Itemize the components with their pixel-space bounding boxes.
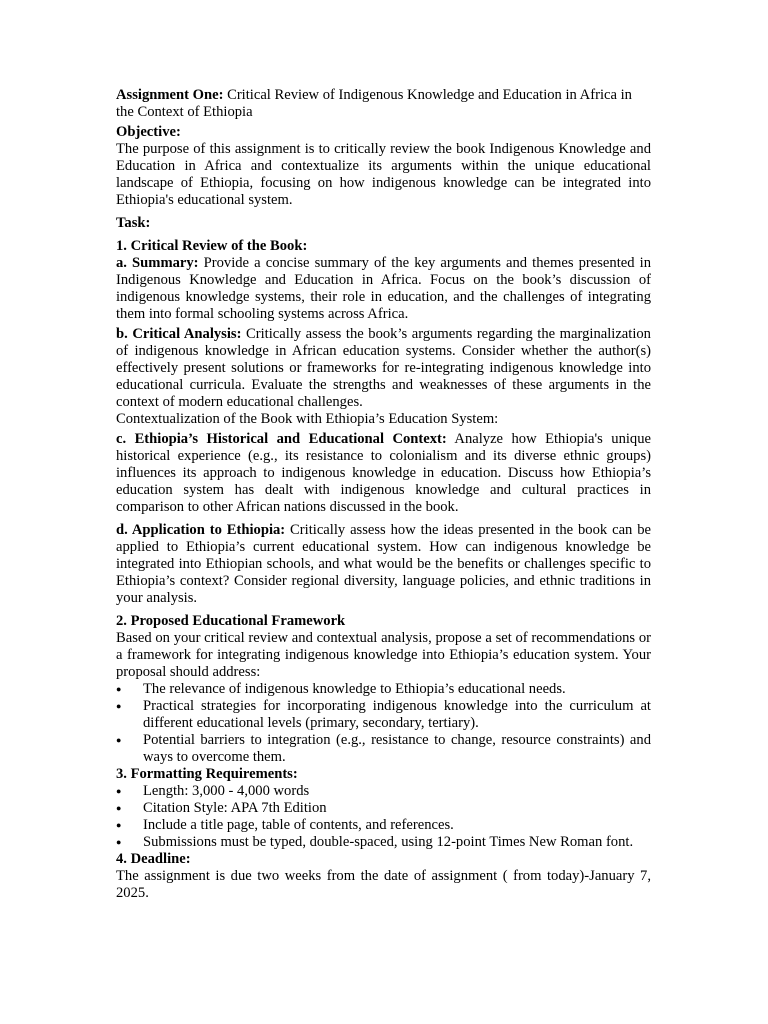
critical-analysis-paragraph <box>116 326 651 411</box>
document-page <box>116 87 651 902</box>
ethiopia-context-paragraph <box>116 431 651 516</box>
contextualization-line: Contextualization of the Book with Ethiopia’s Education System: <box>116 411 499 427</box>
task-label: Task: <box>116 215 151 231</box>
summary-text: Provide a concise summary of the key arguments and themes presented in Indigenous Knowledge and Education in Africa. Focus on the book’s discussion of indigenous knowledge systems, their role in education, and the challenges of integrating them into formal schooling systems across Africa. <box>116 255 651 322</box>
application-text: Critically assess how the ideas presented in the book can be applied to Ethiopia’s current educational system. How can indigenous knowledge be integrated into Ethiopian schools, and what would be the benefits or challenges specific to Ethiopia’s context? Consider regional diversity, language policies, and ethnic traditions in your analysis. <box>116 522 652 606</box>
list-item: ● Submissions must be typed, double-spaced, using 12-point Times New Roman font. <box>116 834 651 851</box>
ethiopia-context-label: c. Ethiopia’s Historical and Educational Context: <box>116 431 447 447</box>
critical-analysis-text: Critically assess the book’s arguments regarding the marginalization of indigenous knowledge in African education systems. Consider whether the author(s) effectively present solutions or frameworks for re-integrating indigenous knowledge into educational curricula. Evaluate the strengths and weaknesses of these arguments in the context of modern educational challenges. <box>116 326 651 410</box>
summary-paragraph <box>116 255 651 323</box>
assignment-heading <box>116 87 651 121</box>
section2-title: 2. Proposed Educational Framework <box>116 613 346 629</box>
list-item: ● Citation Style: APA 7th Edition <box>116 800 651 817</box>
list-item: ● The relevance of indigenous knowledge to Ethiopia’s educational needs. <box>116 681 651 698</box>
ethiopia-context-text: Analyze how Ethiopia's unique historical experience (e.g., its resistance to colonialism and its diverse ethnic groups) influences its approach to indigenous knowledge in education. Discuss how Ethiopia’s education system has dealt with indigenous knowledge and cultural practices in comparison to other African nations discussed in the book. <box>116 431 651 515</box>
list-item: ● Potential barriers to integration (e.g., resistance to change, resource constraints) and ways to overcome them. <box>116 732 651 766</box>
formatting-bullet-list <box>116 783 651 851</box>
framework-bullet-list <box>116 681 651 766</box>
objective-label: Objective: <box>116 124 181 140</box>
summary-label: a. Summary: <box>116 255 199 271</box>
list-item: ● Include a title page, table of contents, and references. <box>116 817 651 834</box>
objective-text: The purpose of this assignment is to critically review the book Indigenous Knowledge and Education in Africa and contextualize its arguments within the unique educational landscape of Ethiopia, focusing on how indigenous knowledge can be integrated into Ethiopia's educational system. <box>116 141 651 208</box>
framework-intro: Based on your critical review and contextual analysis, propose a set of recommendations or a framework for integrating indigenous knowledge into Ethiopia’s education system. Your proposal should address: <box>116 630 651 680</box>
section1-title: 1. Critical Review of the Book: <box>116 238 308 254</box>
critical-analysis-label: b. Critical Analysis: <box>116 326 242 342</box>
list-item: ● Practical strategies for incorporating indigenous knowledge into the curriculum at different educational levels (primary, secondary, tertiary). <box>116 698 651 732</box>
section4-title: 4. Deadline: <box>116 851 191 867</box>
list-item: ● Length: 3,000 - 4,000 words <box>116 783 651 800</box>
application-label: d. Application to Ethiopia: <box>116 522 286 538</box>
assignment-title: Critical Review of Indigenous Knowledge and Education in Africa in the Context of Ethiopia <box>116 87 632 120</box>
deadline-text: The assignment is due two weeks from the date of assignment ( from today)-January 7, 2025. <box>116 868 651 901</box>
application-paragraph <box>116 522 651 607</box>
section3-title: 3. Formatting Requirements: <box>116 766 298 782</box>
assignment-label: Assignment One: <box>116 87 224 103</box>
